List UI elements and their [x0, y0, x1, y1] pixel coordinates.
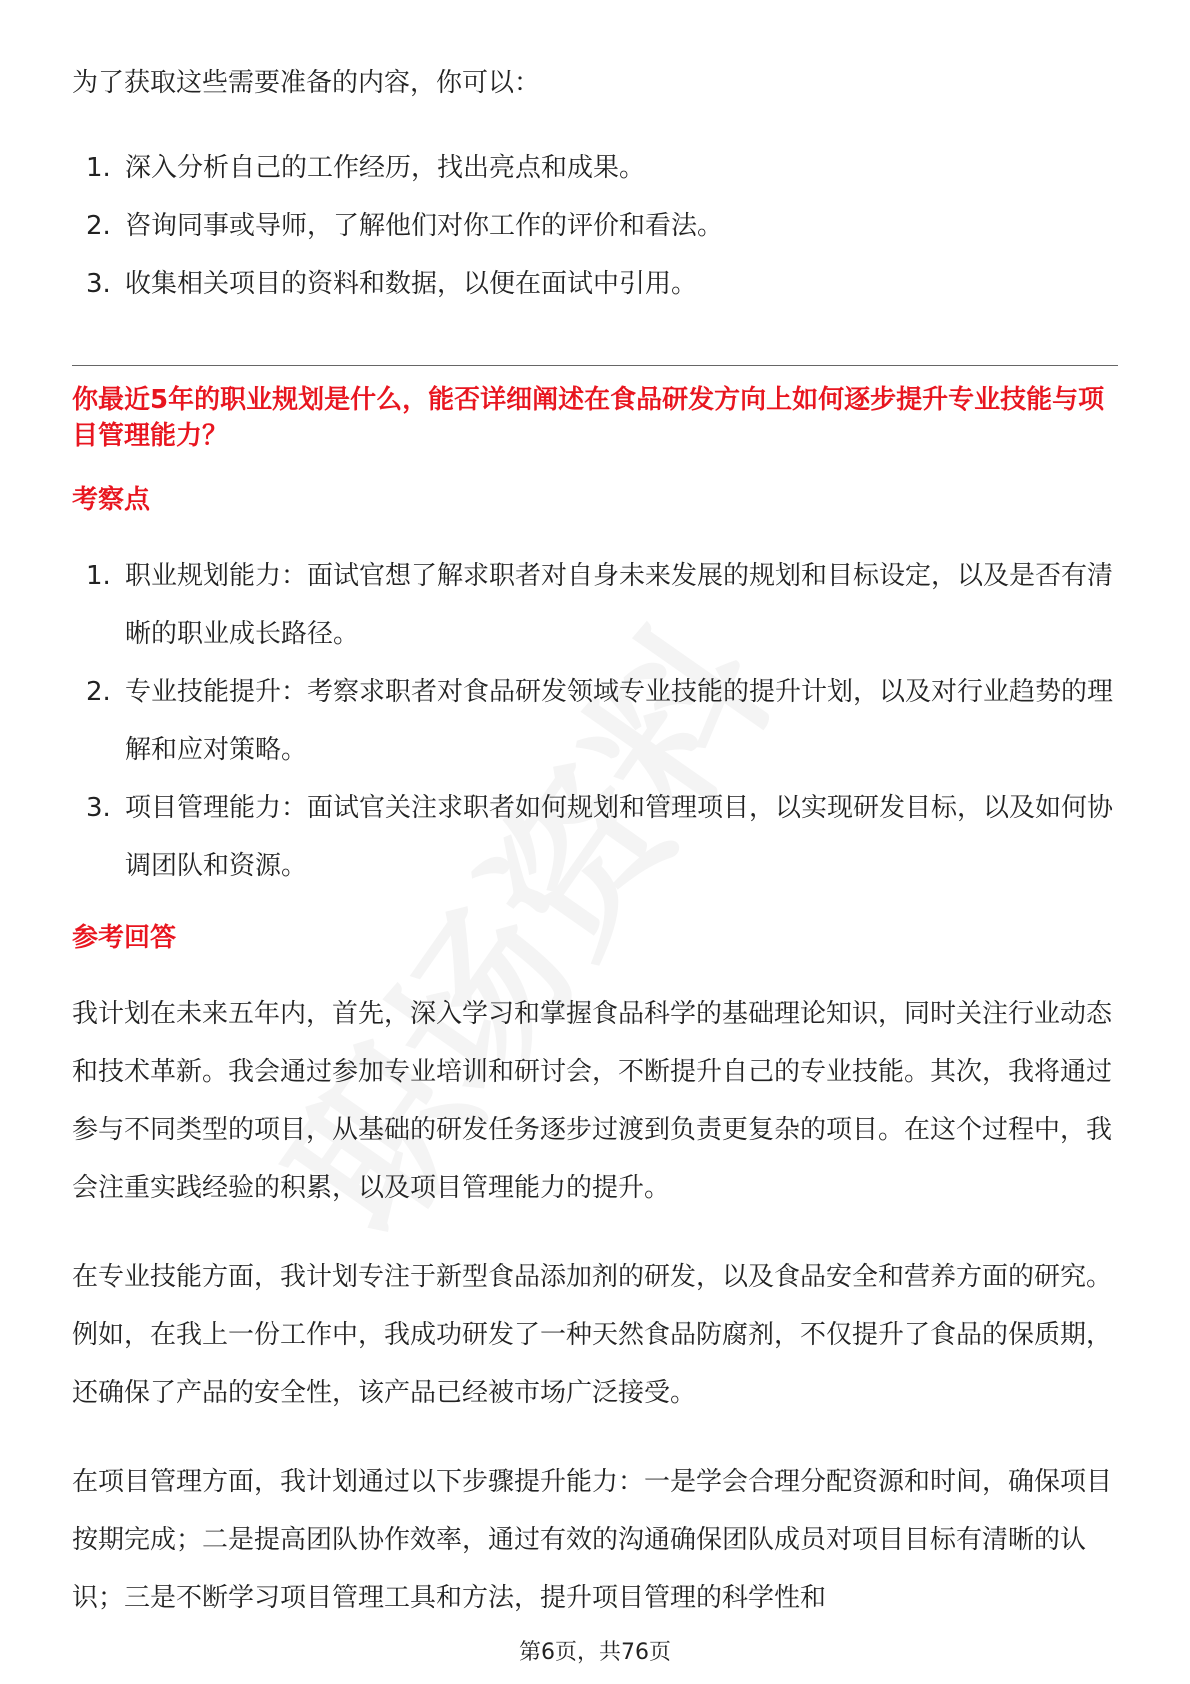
- list-item: [72, 547, 1118, 663]
- list-item-text: 深入分析自己的工作经历，找出亮点和成果。: [125, 153, 646, 183]
- intro-text: 为了获取这些需要准备的内容，你可以：: [72, 68, 541, 98]
- list-number: 3.: [86, 793, 111, 823]
- list-number: 1.: [86, 561, 111, 591]
- list-number: 3.: [86, 269, 111, 299]
- list-item: [72, 139, 723, 197]
- answer-paragraph: 在项目管理方面，我计划通过以下步骤提升能力：一是学会合理分配资源和时间，确保项目按期完成；二是提高团队协作效率，通过有效的沟通确保团队成员对项目目标有清晰的认识；三是不断学习项目管理工具和方法，提升项目管理的科学性和: [72, 1467, 1113, 1613]
- list-number: 1.: [86, 153, 111, 183]
- list-item: [72, 255, 723, 313]
- list-item-text: 项目管理能力：面试官关注求职者如何规划和管理项目，以实现研发目标，以及如何协调团队和资源。: [125, 793, 1114, 881]
- answer-paragraph: 我计划在未来五年内，首先，深入学习和掌握食品科学的基础理论知识，同时关注行业动态和技术革新。我会通过参加专业培训和研讨会，不断提升自己的专业技能。其次，我将通过参与不同类型的项目，从基础的研发任务逐步过渡到负责更复杂的项目。在这个过程中，我会注重实践经验的积累，以及项目管理能力的提升。: [72, 999, 1113, 1203]
- list-item-text: 咨询同事或导师，了解他们对你工作的评价和看法。: [125, 211, 724, 241]
- list-number: 2.: [86, 211, 111, 241]
- prep-list: [72, 139, 723, 313]
- focus-list: [72, 547, 1118, 895]
- list-item: [72, 663, 1118, 779]
- list-number: 2.: [86, 677, 111, 707]
- list-item-text: 职业规划能力：面试官想了解求职者对自身未来发展的规划和目标设定，以及是否有清晰的职业成长路径。: [125, 561, 1114, 649]
- answer-paragraph: 在专业技能方面，我计划专注于新型食品添加剂的研发，以及食品安全和营养方面的研究。例如，在我上一份工作中，我成功研发了一种天然食品防腐剂，不仅提升了食品的保质期，还确保了产品的安全性，该产品已经被市场广泛接受。: [72, 1262, 1113, 1408]
- list-item: [72, 197, 723, 255]
- list-item-text: 收集相关项目的资料和数据，以便在面试中引用。: [125, 269, 698, 299]
- question-heading: 你最近5年的职业规划是什么，能否详细阐述在食品研发方向上如何逐步提升专业技能与项目管理能力？: [72, 385, 1105, 451]
- focus-heading: 考察点: [72, 485, 151, 515]
- section-divider: [72, 365, 1118, 366]
- list-item: [72, 779, 1118, 895]
- list-item-text: 专业技能提升：考察求职者对食品研发领域专业技能的提升计划，以及对行业趋势的理解和应对策略。: [125, 677, 1114, 765]
- page-footer: 第6页，共76页: [519, 1640, 671, 1665]
- answer-heading: 参考回答: [72, 923, 177, 953]
